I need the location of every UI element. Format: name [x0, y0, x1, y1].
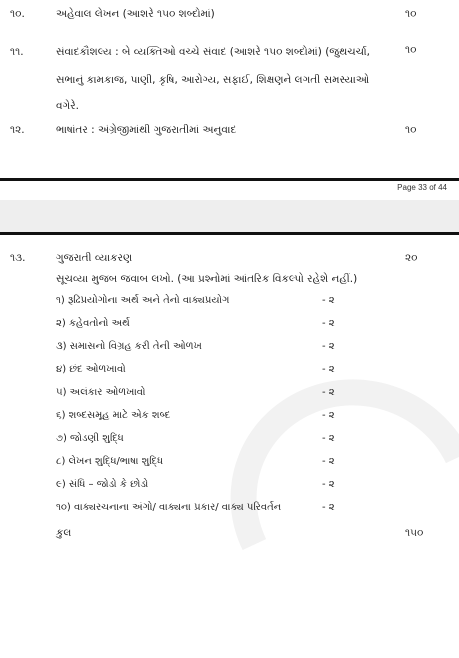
total-value: ૧૫૦ — [405, 527, 424, 539]
section-title: ગુજરાતી વ્યાકરણ — [56, 252, 133, 264]
list-item-label: ૩) સમાસનો વિગ્રહ કરી તેની ઓળખ — [56, 341, 202, 352]
page-number: Page 33 of 44 — [397, 183, 447, 192]
list-item-label: ૬) શબ્દસમૂહ માટે એક શબ્દ — [56, 410, 171, 421]
list-item-score: - ૨ — [322, 502, 335, 513]
list-item-score: - ૨ — [322, 364, 335, 375]
list-item-label: ૮) લેખન શુદ્ધિ/ભાષા શુદ્ધિ — [56, 456, 164, 467]
total-label: કુલ — [56, 527, 72, 539]
item-number: ૧૦. — [10, 8, 25, 20]
item-marks: ૧૦ — [405, 8, 417, 20]
list-item-label: ૧૦) વાક્યરચનાના અંગો/ વાક્યના પ્રકાર/ વાક્ય પરિવર્તન — [56, 502, 282, 513]
item-number: ૧૩. — [10, 252, 26, 264]
page-bottom-rule — [0, 178, 459, 181]
page-top-rule — [0, 232, 459, 235]
item-number: ૧૨. — [10, 124, 25, 136]
item-text-line2: સભાનું કામકાજ, પાણી, કૃષિ, આરોગ્ય, સફાઈ, શિક્ષણને લગતી સમસ્યાઓ — [56, 74, 370, 86]
list-item-score: - ૨ — [322, 410, 335, 421]
list-item-label: ૭) જોડણી શુદ્ધિ — [56, 433, 124, 444]
item-marks: ૧૦ — [405, 44, 417, 56]
list-item-score: - ૨ — [322, 318, 335, 329]
list-item-score: - ૨ — [322, 433, 335, 444]
list-item-score: - ૨ — [322, 456, 335, 467]
list-item-label: ૯) સંધિ – જોડો કે છોડો — [56, 479, 149, 490]
list-item-score: - ૨ — [322, 387, 335, 398]
item-text: ભાષાંતર : અંગ્રેજીમાંથી ગુજરાતીમાં અનુવાદ — [56, 124, 237, 136]
list-item-score: - ૨ — [322, 479, 335, 490]
item-marks: ૧૦ — [405, 124, 417, 136]
list-item-label: ૫) અલંકાર ઓળખાવો — [56, 387, 146, 398]
list-item-label: ૪) છંદ ઓળખાવો — [56, 364, 126, 375]
item-number: ૧૧. — [10, 46, 24, 58]
list-item-label: ૧) રૂઢિપ્રયોગોના અર્થ અને તેનો વાક્યપ્રયોગ — [56, 295, 230, 306]
item-text: અહેવાલ લેખન (આશરે ૧૫૦ શબ્દોમાં) — [56, 8, 215, 20]
list-item-label: ૨) કહેવતોનો અર્થ — [56, 318, 130, 329]
instruction-text: સૂચવ્યા મુજબ જવાબ લખો. (આ પ્રશ્નોમાં આંતરિક વિકલ્પો રહેશે નહીં.) — [56, 273, 358, 285]
item-text-line3: વગેરે. — [56, 100, 79, 112]
page-gap — [0, 200, 459, 232]
item-marks: ૨૦ — [405, 252, 418, 264]
item-text-line1: સંવાદકૌશલ્ય : બે વ્યક્તિઓ વચ્ચે સંવાદ (આશરે ૧૫૦ શબ્દોમાં) (જુથચર્ચા, — [56, 46, 370, 58]
list-item-score: - ૨ — [322, 341, 335, 352]
list-item-score: - ૨ — [322, 295, 335, 306]
